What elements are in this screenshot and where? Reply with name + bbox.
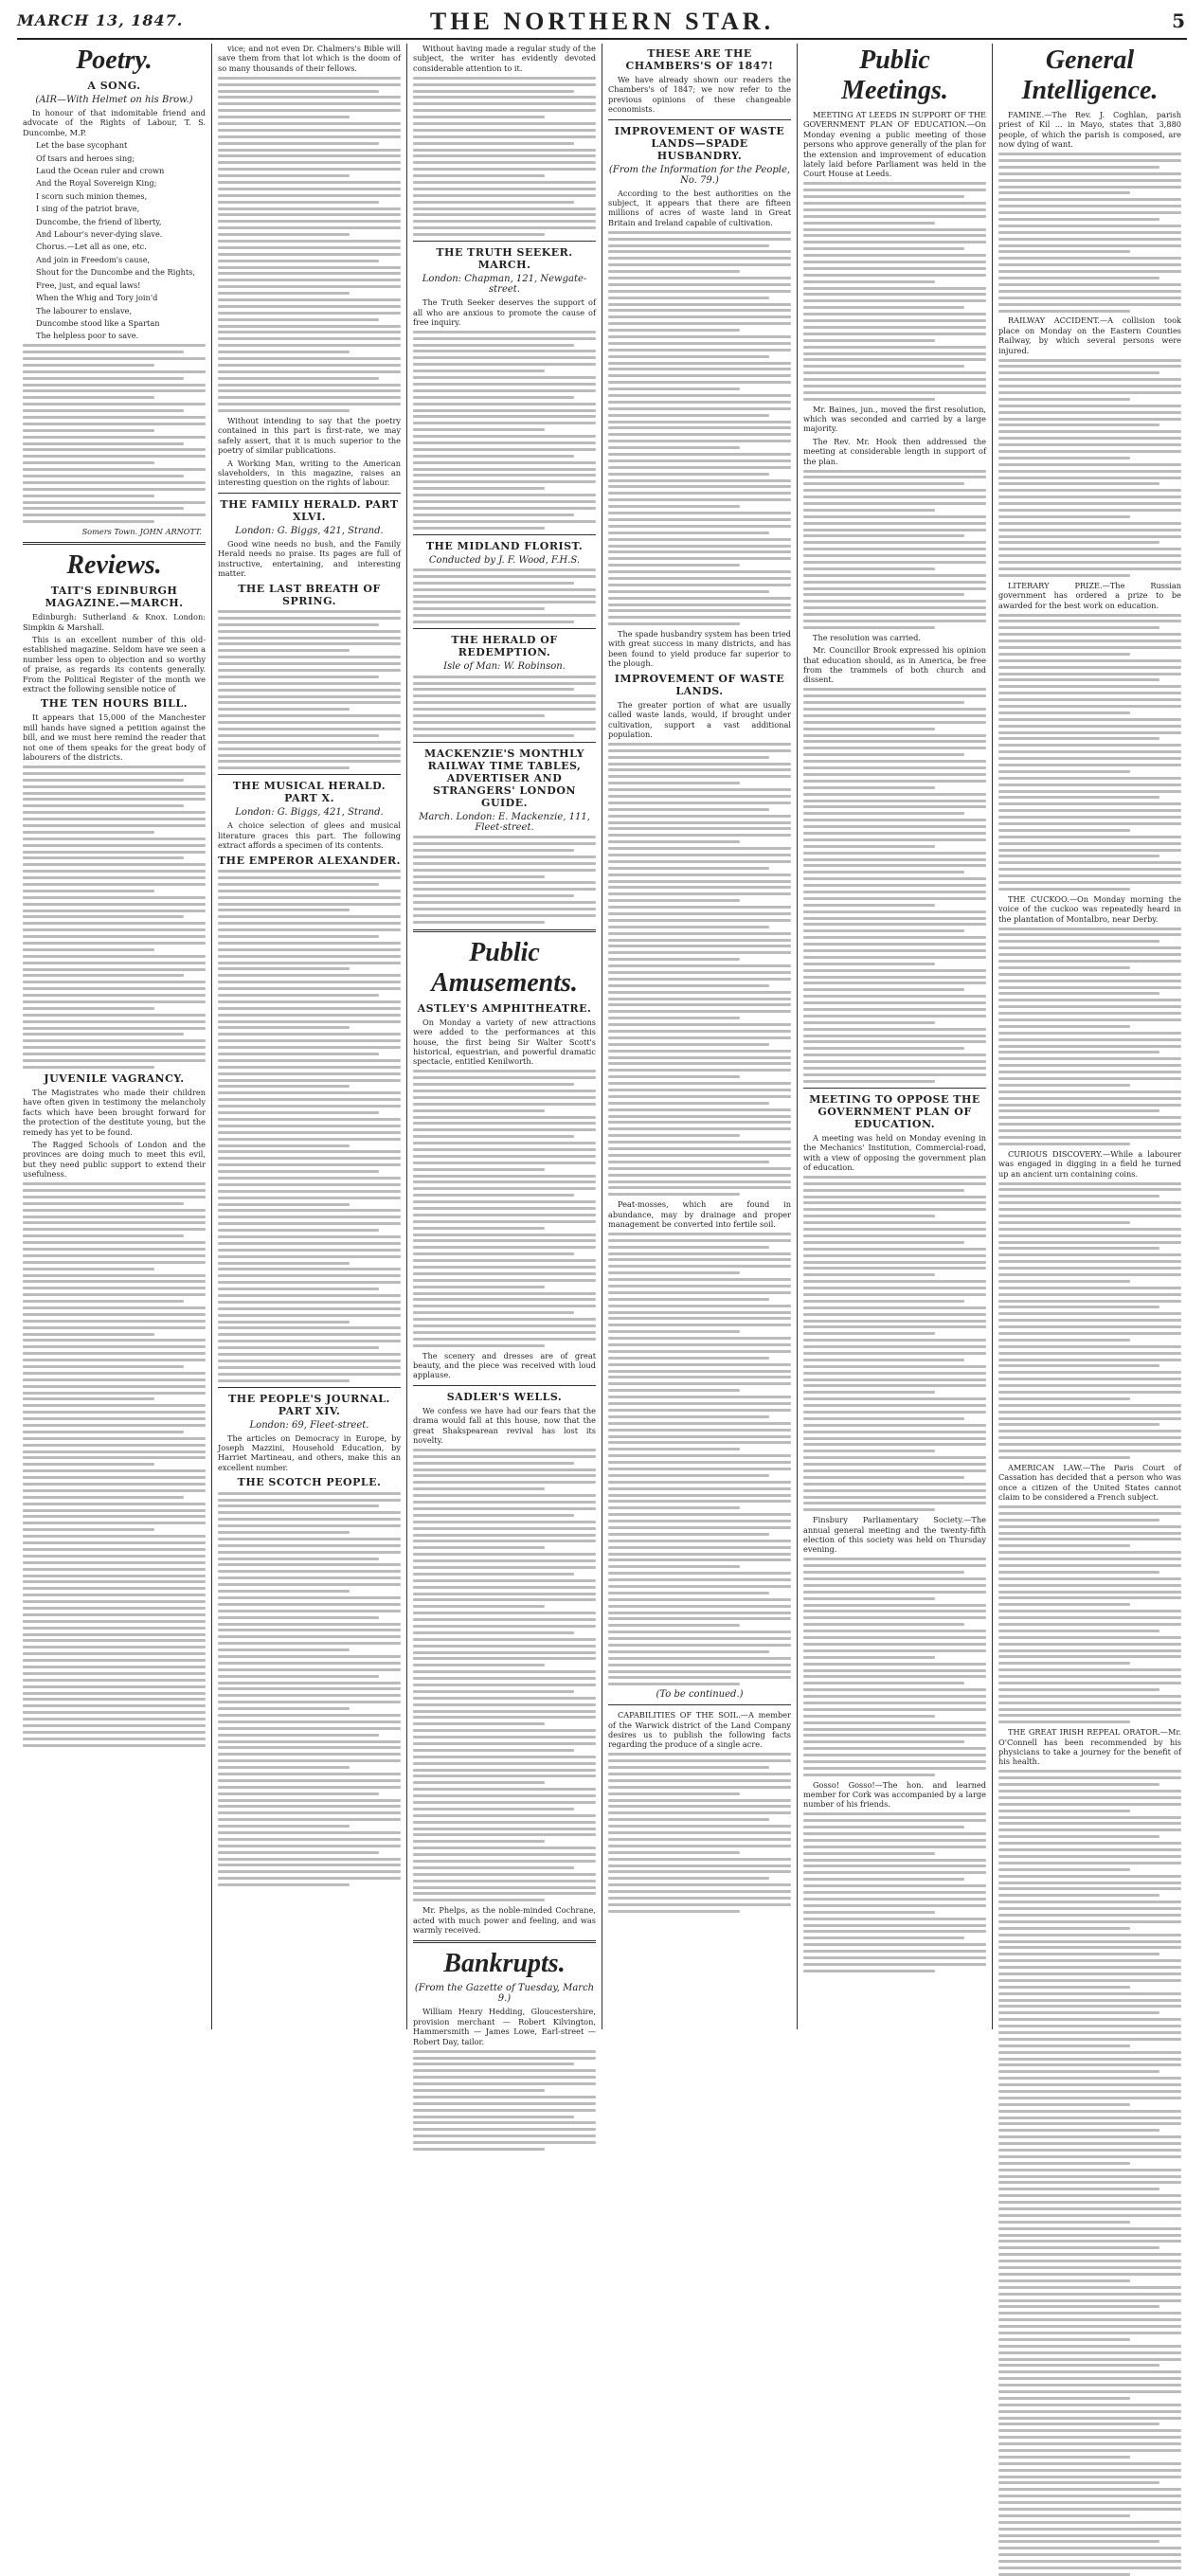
intelligence-paragraph: FAMINE.—The Rev. J. Coghlan, parish priest of Kil ... in Mayo, states that 3,880 people, of which the parish is composed, are now dying of want. — [998, 110, 1181, 150]
poem-line: When the Whig and Tory join'd — [36, 293, 158, 303]
column-1 — [17, 44, 212, 2029]
intelligence-paragraph: LITERARY PRIZE.—The Russian government has ordered a prize to be awarded for the best work on education. — [998, 580, 1181, 610]
poem-subtitle: (AIR—With Helmet on his Brow.) — [35, 95, 193, 105]
sadler-heading: SADLER'S WELLS. — [446, 1390, 563, 1403]
opposing-paragraph: Gosso! Gosso!—The hon. and learned member for Cork was accompanied by a large number of his friends. — [803, 1779, 986, 1810]
column-4 — [602, 44, 798, 2029]
text-lines — [413, 331, 596, 530]
waste-lands-heading: IMPROVEMENT OF WASTE LANDS—SPADE HUSBANDRY. — [614, 124, 785, 162]
poem-line: Shout for the Duncombe and the Rights, — [36, 267, 195, 278]
review-paragraph: It appears that 15,000 of the Manchester mill hands have signed a petition against the bill, and we must here remind the reader that not one of them speaks for the great body of labourers of the districts. — [23, 712, 206, 763]
text-lines — [803, 1558, 986, 1775]
intelligence-paragraph: AMERICAN LAW.—The Paris Court of Cassation has decided that a person who was once a citizen of the United States cannot claim to be considered a French subject. — [998, 1462, 1181, 1503]
text-lines — [998, 1770, 1181, 2576]
review-heading: TAIT'S EDINBURGH MAGAZINE.—MARCH. — [45, 585, 184, 610]
column-paragraph: vice; and not even Dr. Chalmers's Bible will save them from that lot which is the doom of so many thousands of their fellows. — [218, 44, 401, 73]
herald-redemption-sub: Isle of Man: W. Robinson. — [443, 661, 566, 673]
column-3 — [407, 44, 602, 2046]
poem-line: The helpless poor to save. — [36, 331, 139, 341]
text-lines — [23, 766, 206, 1069]
meeting-paragraph: The Rev. Mr. Hook then addressed the meeting at considerable length in support of the plan. — [803, 436, 986, 466]
musical-herald-paragraph: A choice selection of glees and musical literature graces this part. The following extract affords a specimen of its contents. — [218, 820, 401, 851]
section-title-poetry: Poetry. — [76, 45, 153, 75]
section-title-intelligence: General Intelligence. — [1021, 45, 1159, 105]
waste-lands-paragraph: The greater portion of what are usually called waste lands, would, if brought under cultivation, support a vast additional population. — [608, 699, 791, 739]
juvenile-heading: JUVENILE VAGRANCY. — [44, 1072, 185, 1085]
text-lines — [218, 77, 401, 412]
juvenile-paragraph: The Ragged Schools of London and the provinces are doing much to meet this evil, but they need public support to extend their usefulness. — [23, 1139, 206, 1180]
waste-lands-paragraph: The spade husbandry system has been tried with great success in many districts, and has been found to yield produce far superior to the plough. — [608, 629, 791, 669]
text-lines — [413, 1449, 596, 1901]
column-paragraph: Without having made a regular study of the subject, the writer has evidently devoted considerable attention to it. — [413, 44, 596, 73]
intelligence-paragraph: RAILWAY ACCIDENT.—A collision took place on Monday on the Eastern Counties Railway, by which several persons were injured. — [998, 315, 1181, 355]
family-herald-heading: THE FAMILY HERALD. PART XLVI. — [220, 497, 399, 523]
opposing-heading: MEETING TO OPPOSE THE GOVERNMENT PLAN OF EDUCATION. — [809, 1092, 980, 1130]
mackenzie-sub: March. London: E. Mackenzie, 111, Fleet-street. — [419, 811, 590, 833]
poem-line: And the Royal Sovereign King; — [36, 178, 157, 189]
text-lines — [998, 1505, 1181, 1723]
peoples-journal-heading: THE PEOPLE'S JOURNAL. PART XIV. — [228, 1392, 390, 1417]
page-number: 5 — [1172, 9, 1185, 32]
musical-herald-extract: THE EMPEROR ALEXANDER. — [218, 854, 401, 867]
poem-line: The labourer to enslave, — [36, 305, 133, 315]
text-lines — [998, 153, 1181, 312]
chambers-heading: THESE ARE THE CHAMBERS'S OF 1847! — [625, 47, 774, 72]
intelligence-paragraph: THE CUCKOO.—On Monday morning the voice of the cuckoo was repeatedly heard in the plantation of Montalbro, near Derby. — [998, 893, 1181, 924]
sadler-paragraph: Mr. Phelps, as the noble-minded Cochrane, acted with much power and feeling, and was warmly received. — [413, 1905, 596, 1936]
column-paragraph: A Working Man, writing to the American slaveholders, in this magazine, raises an interesting question on the rights of labour. — [218, 458, 401, 488]
text-lines — [413, 676, 596, 737]
text-lines — [218, 1492, 401, 1886]
text-lines — [803, 470, 986, 629]
midland-florist-heading: THE MIDLAND FLORIST. — [425, 539, 584, 552]
columns — [17, 44, 1187, 2046]
midland-florist-sub: Conducted by J. F. Wood, F.H.S. — [428, 554, 581, 566]
newspaper-page — [17, 6, 1187, 2046]
text-lines — [23, 1182, 206, 1747]
poem-signature: Somers Town. JOHN ARNOTT. — [81, 527, 202, 537]
issue-date: MARCH 13, 1847. — [17, 11, 184, 29]
section-title-bankrupts: Bankrupts. — [443, 1949, 566, 1979]
peoples-journal-sub: London: 69, Fleet-street. — [249, 1419, 369, 1431]
text-lines — [413, 836, 596, 924]
astley-paragraph: The scenery and dresses are of great beauty, and the piece was received with loud applause. — [413, 1350, 596, 1380]
text-lines — [23, 344, 206, 523]
truth-seeker-paragraph: The Truth Seeker deserves the support of all who are anxious to promote the cause of free inquiry. — [413, 297, 596, 327]
peoples-journal-extract: THE SCOTCH PEOPLE. — [237, 1476, 382, 1489]
musical-herald-sub: London: G. Biggs, 421, Strand. — [235, 807, 384, 819]
section-title-amusements: Public Amusements. — [431, 937, 578, 998]
poem-line: I sing of the patriot brave, — [36, 204, 140, 214]
astley-heading: ASTLEY'S AMPHITHEATRE. — [417, 1001, 592, 1015]
poem-title: A SONG. — [87, 80, 141, 92]
sadler-paragraph: We confess we have had our fears that the drama would fall at this house, now that the great Shakspearean revival has lost its novelty. — [413, 1405, 596, 1446]
musical-herald-heading: THE MUSICAL HERALD. PART X. — [232, 780, 386, 805]
column-paragraph: Without intending to say that the poetry contained in this part is first-rate, we may safely assert, that it is much superior to the poetry of similar publications. — [218, 416, 401, 456]
truth-seeker-heading: THE TRUTH SEEKER. MARCH. — [436, 246, 573, 272]
bankrupts-paragraph: William Henry Hedding, Gloucestershire, provision merchant — Robert Kilvington, Hammersmith — James Lowe, Earl-street — Robert Day, tailor. — [413, 2007, 596, 2046]
text-lines — [413, 2050, 596, 2151]
family-herald-paragraph: Good wine needs no bush, and the Family Herald needs no praise. Its pages are full of instructive, entertaining, and interesting matter. — [218, 538, 401, 579]
text-lines — [218, 870, 401, 1381]
intelligence-paragraph: THE GREAT IRISH REPEAL ORATOR.—Mr. O'Connell has been recommended by his physicians to take a journey for the benefit of his health. — [998, 1727, 1181, 1767]
text-lines — [413, 77, 596, 236]
astley-paragraph: On Monday a variety of new attractions were added to the performances at this house, the first being Sir Walter Scott's historical, equestrian, and powerful dramatic spectacle, entitled Kenilworth. — [413, 1017, 596, 1067]
masthead — [17, 6, 1187, 40]
text-lines — [803, 1176, 986, 1511]
text-lines — [803, 182, 986, 400]
text-lines — [218, 610, 401, 769]
herald-redemption-heading: THE HERALD OF REDEMPTION. — [451, 634, 558, 659]
waste-lands-paragraph: According to the best authorities on the subject, it appears that there are fifteen millions of acres of waste land in Great Britain and Ireland capable of cultivation. — [608, 188, 791, 227]
text-lines — [998, 614, 1181, 891]
text-lines — [803, 1812, 986, 1972]
meeting-paragraph: MEETING AT LEEDS IN SUPPORT OF THE GOVERNMENT PLAN OF EDUCATION.—On Monday evening a public meeting of those persons who approve generally of the plan for the extension and improvement of education lately laid before Parliament was held in the Court House at Leeds. — [803, 110, 986, 179]
section-title-reviews: Reviews. — [66, 550, 162, 581]
opposing-paragraph: A meeting was held on Monday evening in the Mechanics' Institution, Commercial-road, with a view of opposing the government plan of education. — [803, 1132, 986, 1173]
mackenzie-heading: MACKENZIE'S MONTHLY RAILWAY TIME TABLES, ADVERTISER AND STRANGERS' LONDON GUIDE. — [424, 747, 584, 809]
waste-lands-subheading: IMPROVEMENT OF WASTE LANDS. — [614, 672, 785, 697]
text-lines — [608, 1233, 791, 1685]
poem-line: And Labour's never-dying slave. — [36, 229, 163, 240]
poem-line: Free, just, and equal laws! — [36, 279, 141, 290]
section-title-meetings: Public Meetings. — [841, 45, 948, 105]
poem-line: Of tsars and heroes sing; — [36, 153, 135, 163]
column-2 — [212, 44, 407, 2029]
text-lines — [998, 359, 1181, 577]
poem-line: Duncombe stood like a Spartan — [36, 317, 160, 328]
text-lines — [998, 928, 1181, 1145]
capabilities-paragraph: CAPABILITIES OF THE SOIL.—A member of the Warwick district of the Land Company desires us to publish the following facts regarding the produce of a single acre. — [608, 1710, 791, 1750]
waste-lands-paragraph: Peat-mosses, which are found in abundance, may by drainage and proper management be converted into fertile soil. — [608, 1199, 791, 1229]
waste-lands-sub: (From the Information for the People, No. 79.) — [608, 164, 791, 186]
review-subheading: THE TEN HOURS BILL. — [41, 697, 188, 711]
poem-dedication: In honour of that indomitable friend and advocate of the Rights of Labour, T. S. Duncombe, M.P. — [23, 108, 206, 137]
review-paragraph: Edinburgh: Sutherland & Knox. London: Simpkin & Marshall. — [23, 612, 206, 632]
continued-note: (To be continued.) — [656, 1689, 744, 1701]
poem-line: Laud the Ocean ruler and crown — [36, 166, 165, 176]
text-lines — [803, 688, 986, 1082]
poem-line: And join in Freedom's cause, — [36, 254, 151, 264]
meeting-paragraph: The resolution was carried. — [813, 632, 921, 642]
bankrupts-sub: (From the Gazette of Tuesday, March 9.) — [414, 1983, 595, 2005]
juvenile-paragraph: The Magistrates who made their children have often given in testimony the melancholy facts which have been brought forward for the protection of the destitute young, but the remedy has yet to be found. — [23, 1087, 206, 1137]
family-herald-sub: London: G. Biggs, 421, Strand. — [235, 525, 384, 536]
opposing-paragraph: Finsbury Parliamentary Society.—The annual general meeting and the twenty-fifth election of this society was held on Thursday evening. — [803, 1515, 986, 1555]
text-lines — [608, 743, 791, 1196]
intelligence-paragraph: CURIOUS DISCOVERY.—While a labourer was engaged in digging in a field he turned up an ancient urn containing coins. — [998, 1148, 1181, 1179]
meeting-paragraph: Mr. Councillor Brook expressed his opinion that education should, as in America, be free from the trammels of both church and dissent. — [803, 645, 986, 685]
text-lines — [413, 1070, 596, 1346]
column-5 — [798, 44, 993, 2029]
poem-line: Duncombe, the friend of liberty, — [36, 216, 162, 226]
meeting-paragraph: Mr. Baines, jun., moved the first resolution, which was seconded and carried by a large majority. — [803, 404, 986, 434]
column-6 — [993, 44, 1187, 2029]
poem-line: I scorn such minion themes, — [36, 190, 148, 201]
chambers-paragraph: We have already shown our readers the Chambers's of 1847; we now refer to the previous opinions of these changeable economists. — [608, 75, 791, 115]
truth-seeker-sub: London: Chapman, 121, Newgate-street. — [422, 274, 587, 296]
review-paragraph: This is an excellent number of this old-established magazine. Seldom have we seen a number less open to objection and so worthy of praise, as regards its contents generally. From the Political Register of the month we extract the following sensible notice of — [23, 634, 206, 694]
poem-line: Chorus.—Let all as one, etc. — [36, 242, 147, 252]
text-lines — [413, 568, 596, 623]
family-herald-extract: THE LAST BREATH OF SPRING. — [238, 582, 381, 607]
newspaper-title: THE NORTHERN STAR. — [429, 8, 775, 35]
text-lines — [998, 1182, 1181, 1459]
peoples-journal-paragraph: The articles on Democracy in Europe, by Joseph Mazzini, Household Education, by Harriet Martineau, and others, make this an excellent number. — [218, 1432, 401, 1472]
poem-verse — [23, 140, 206, 341]
text-lines — [608, 231, 791, 625]
text-lines — [608, 1753, 791, 1912]
poem-line: Let the base sycophant — [36, 140, 128, 151]
